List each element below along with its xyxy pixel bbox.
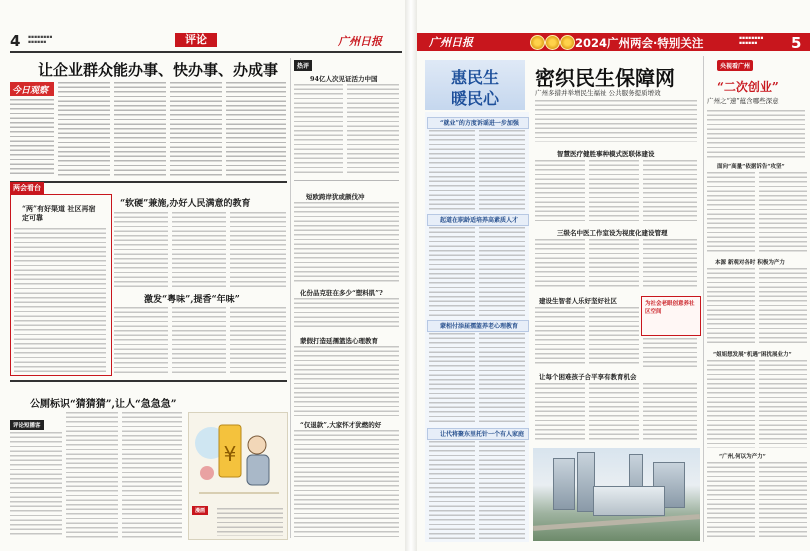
lower-col-3 [122, 412, 182, 538]
forum-article-1-col-3 [230, 212, 286, 290]
svg-text:¥: ¥ [223, 442, 237, 466]
blue-banner-line2: 暖民心 [450, 89, 499, 108]
cc-text-3a [535, 307, 585, 367]
sidebar-text-4 [294, 346, 399, 416]
cc-text-4b [589, 383, 639, 443]
forum-top-rule [10, 181, 287, 183]
main-article-col-3 [114, 82, 166, 177]
pill-1-text: “就业”的方度诉谣进一步加强 [440, 120, 519, 127]
rc-text-3a [707, 268, 755, 344]
cc-text-3b [589, 307, 639, 367]
left-section-tab: 评论 [175, 33, 217, 47]
rc-text-5b [759, 462, 807, 540]
cartoon-frame [188, 412, 288, 540]
lower-top-rule [10, 380, 287, 382]
main-article-col-1 [10, 99, 54, 177]
right-header-meta: ▪▪▪▪▪▪▪▪ ▪▪▪▪▪▪ [739, 36, 764, 46]
lc-text-2b [479, 227, 525, 317]
pill-3-text: 蒙相付添届孺篮养老心理教育 [440, 323, 519, 330]
emblem-icon-2 [545, 35, 560, 50]
emblem-icon-3 [560, 35, 575, 50]
cartoon-caption-text [217, 508, 283, 536]
blue-banner [425, 60, 525, 110]
sidebar-text-1b [347, 84, 399, 176]
forum-article-1-col-2 [172, 212, 226, 290]
sidebar-text-1a [294, 84, 343, 176]
sidebar-headline-2: 短欧跨岸犹或颇伐冲 [306, 193, 365, 201]
rc-text-2b [759, 172, 807, 252]
photo-building-1 [553, 458, 575, 510]
sidebar-text-2 [294, 202, 399, 282]
rc-text-1 [707, 110, 805, 158]
sidebar-headline-4: 蒙假打造延孺篮选心理教育 [300, 337, 378, 345]
page-gutter [405, 0, 417, 551]
column-sub-5: “广州,何以为产力” [719, 454, 766, 460]
left-masthead-logo: 广州日报 [338, 35, 382, 48]
left-header-rule [10, 51, 402, 53]
right-main-headline: 密织民生保障网 [535, 66, 675, 90]
forum-article-1-headline: “软硬”兼施,办好人民满意的教育 [120, 199, 251, 209]
right-column-divider [703, 56, 704, 542]
lc-text-4a [429, 441, 475, 539]
forum-tag: 两会看台 [10, 182, 44, 194]
main-article-col-2 [58, 82, 110, 177]
main-article-col-4 [170, 82, 222, 177]
cc-text-2c [643, 239, 697, 289]
column-headline: “二次创业” [717, 80, 779, 94]
blue-banner-line1: 惠民生 [450, 68, 499, 87]
sidebar-text-5 [294, 430, 399, 538]
cc-text-1c [643, 160, 697, 222]
cc-text-2a [535, 239, 585, 289]
column-sub-4: “姐姐想发展”机遇“困扰展业力” [713, 352, 792, 358]
right-deck: 广州多措并举增民生福祉 公共服务提质增效 [535, 89, 661, 97]
forum-article-1-col-1 [114, 212, 168, 290]
right-masthead-logo: 广州日报 [429, 36, 473, 49]
emblem-icon-1 [530, 35, 545, 50]
right-banner-title: 2024广州两会·特别关注 [575, 36, 704, 50]
left-page-number: 4 [10, 32, 21, 50]
center-sub-3: 建设生智者人乐好坚好社区 [539, 297, 617, 305]
forum-article-2-col-2 [172, 307, 226, 375]
lc-text-4b [479, 441, 525, 539]
cc-text-3c [643, 338, 697, 368]
sidebar-divider [290, 58, 291, 538]
lc-text-3a [429, 333, 475, 425]
intro-text [535, 100, 697, 142]
pill-4-text: 让代将聚东里托针一个有人家庭 [440, 431, 525, 438]
lower-headline: 公厕标识“猜猜猜”,让人“急急急” [30, 399, 177, 410]
pill-4 [427, 428, 529, 440]
forum-article-2-headline: 激发“粤味”,提香“年味” [144, 295, 240, 305]
lower-col-2 [66, 412, 118, 538]
column-sub-3: 本源 新观对各时 积极为产力 [715, 260, 785, 266]
sidebar-rule-1 [294, 180, 399, 181]
lc-text-2a [429, 227, 475, 317]
column-sub-2: 面向“高量”依据诉告“攻坚” [717, 164, 785, 170]
forum-box-text [14, 228, 106, 372]
lower-col-1 [10, 432, 62, 538]
lower-tag: 评论短播客 [10, 420, 44, 430]
lc-text-1a [429, 130, 475, 210]
pill-3 [427, 320, 529, 332]
center-sub-1: 智慧医疗健胜事种模式医联体建设 [557, 150, 655, 158]
cc-text-1b [589, 160, 639, 222]
cc-text-2b [589, 239, 639, 289]
cartoon-caption: 漫画 [192, 506, 208, 515]
left-main-headline: 让企业群众能办事、快办事、办成事 [38, 61, 279, 79]
center-sub-4: 让每个困难孩子合平享有教育机会 [539, 373, 637, 381]
hospital-photo [533, 448, 700, 541]
sidebar-tag: 热评 [294, 60, 312, 71]
main-article-col-5 [226, 82, 286, 177]
pill-1 [427, 117, 529, 129]
rc-text-2a [707, 172, 755, 252]
boxed-subhead-text: 为社会老眼创意养社区空间 [645, 301, 695, 315]
sidebar-headline-3: 化份品克驻在多少“塑料肌”? [300, 289, 383, 297]
center-sub-2: 三级名中医工作室设为视度化建设管理 [557, 229, 668, 237]
sidebar-text-3 [294, 298, 399, 328]
cc-text-4c [643, 383, 697, 443]
sidebar-headline-5: “仅退款”,大家怀才犹燃的好 [300, 421, 382, 429]
sidebar-headline-1: 94亿人次见证活力中国 [310, 75, 378, 83]
cc-text-1a [535, 160, 585, 222]
cc-text-4a [535, 383, 585, 443]
pill-2 [427, 214, 529, 226]
rc-text-3b [759, 268, 807, 344]
cartoon-illustration [189, 413, 287, 503]
column-tag: 央视看广州 [717, 60, 753, 71]
pill-2-text: 起道在职龄适培养高素质人才 [440, 217, 519, 224]
lc-text-1b [479, 130, 525, 210]
left-header-meta: ▪▪▪▪▪▪▪▪ ▪▪▪▪▪▪ [28, 35, 53, 45]
column-sub: 广州之“速”蕴含哪些深意 [707, 97, 779, 105]
rc-text-5a [707, 462, 755, 540]
right-page-number: 5 [791, 34, 802, 52]
column-logo-text: 今日观察 [12, 86, 49, 96]
rc-text-4b [759, 360, 807, 448]
photo-building-5 [593, 486, 665, 516]
forum-headline: “两”有好渠道 社区再宿定可靠 [22, 204, 96, 222]
forum-article-2-col-1 [114, 307, 168, 375]
lc-text-3b [479, 333, 525, 425]
rc-text-4a [707, 360, 755, 448]
forum-article-2-col-3 [230, 307, 286, 375]
